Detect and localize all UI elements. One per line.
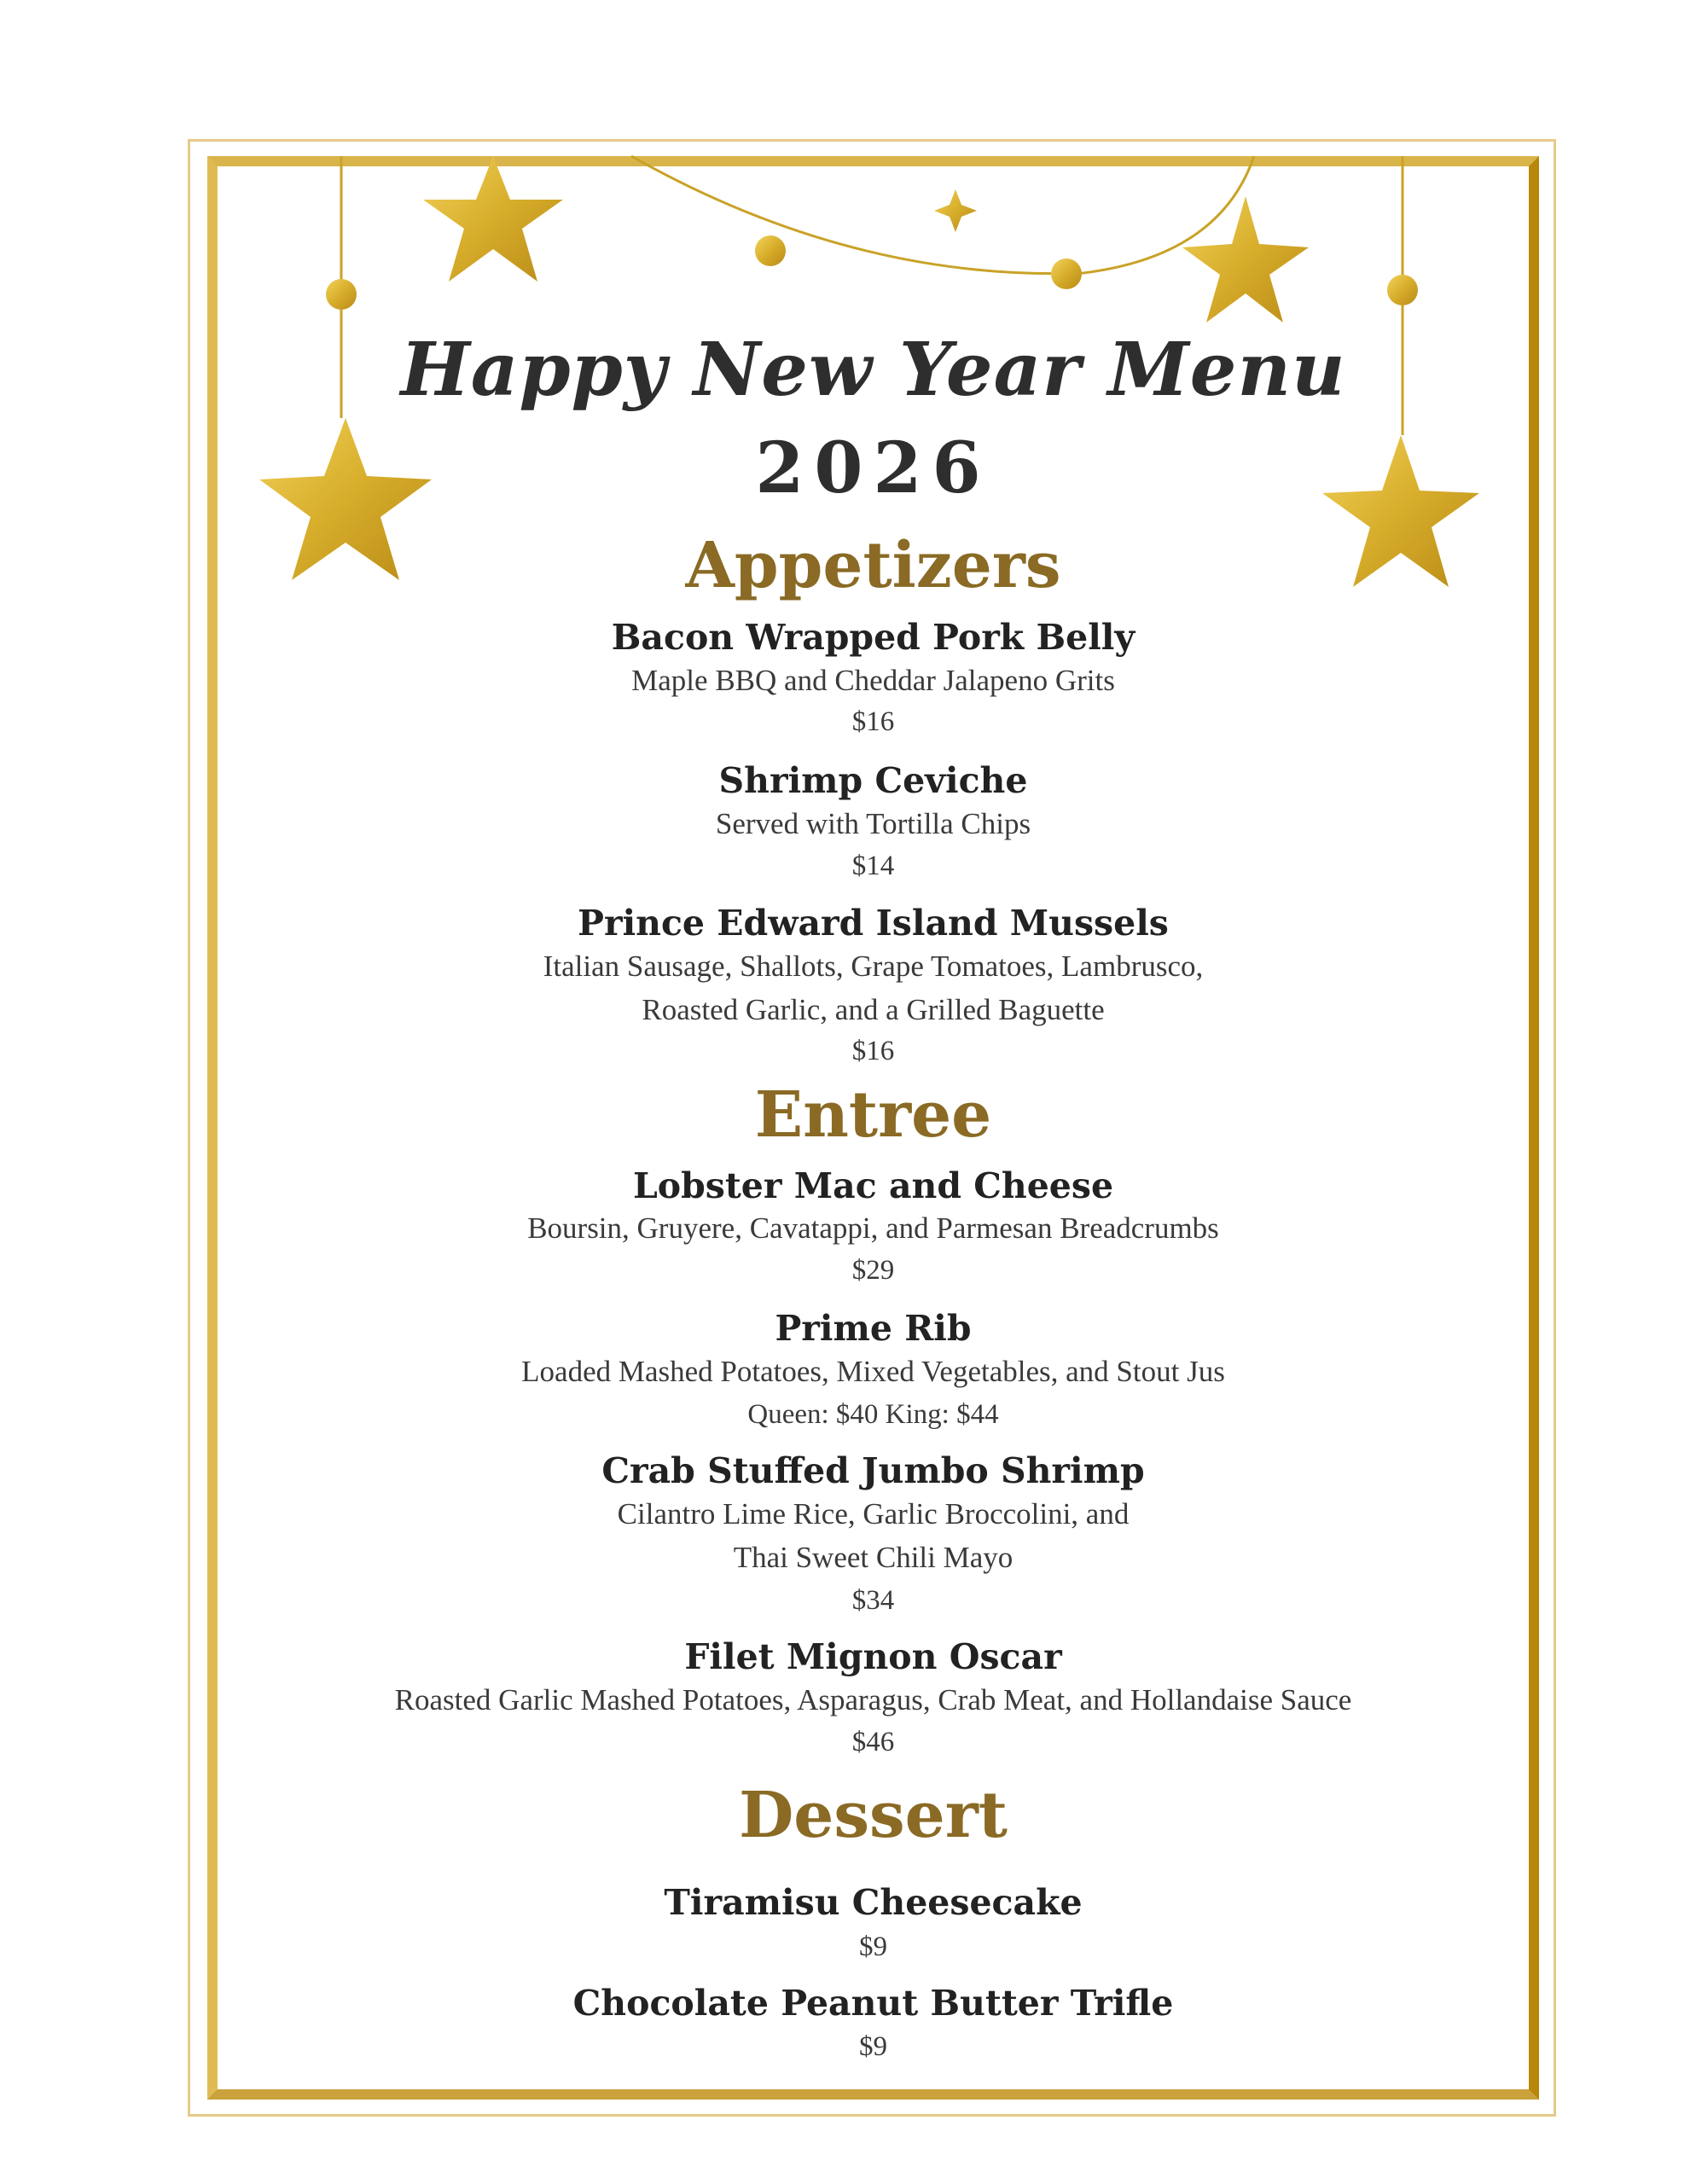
item-price: $9 — [859, 2031, 887, 2062]
item-name: Filet Mignon Oscar — [684, 1636, 1062, 1677]
item-price: Queen: $40 King: $44 — [747, 1399, 999, 1430]
section-heading-entree: Entree — [754, 1078, 992, 1152]
item-price: $9 — [859, 1931, 887, 1962]
item-name: Bacon Wrapped Pork Belly — [611, 617, 1136, 658]
item-price: $16 — [851, 706, 895, 737]
item-description: Maple BBQ and Cheddar Jalapeno Grits — [631, 664, 1115, 697]
item-price: $29 — [851, 1255, 895, 1286]
item-price: $16 — [851, 1036, 895, 1066]
item-name: Crab Stuffed Jumbo Shrimp — [601, 1450, 1145, 1491]
item-name: Shrimp Ceviche — [718, 760, 1028, 801]
item-description: Thai Sweet Chili Mayo — [733, 1541, 1014, 1574]
item-name: Lobster Mac and Cheese — [632, 1165, 1114, 1206]
item-price: $46 — [851, 1727, 895, 1757]
item-price: $14 — [851, 851, 895, 881]
section-heading-appetizers: Appetizers — [685, 529, 1061, 602]
menu-content — [207, 156, 1539, 2100]
item-name: Prime Rib — [775, 1308, 972, 1349]
item-description: Roasted Garlic, and a Grilled Baguette — [642, 993, 1105, 1026]
item-description: Cilantro Lime Rice, Garlic Broccolini, and — [617, 1497, 1130, 1531]
item-description: Served with Tortilla Chips — [715, 807, 1031, 840]
item-name: Chocolate Peanut Butter Trifle — [572, 1983, 1174, 2024]
item-price: $34 — [851, 1585, 895, 1616]
menu-year: 2026 — [755, 427, 991, 509]
item-name: Prince Edward Island Mussels — [578, 903, 1169, 944]
item-description: Italian Sausage, Shallots, Grape Tomatoes, Lambrusco, — [543, 950, 1204, 983]
menu-title: Happy New Year Menu — [400, 327, 1346, 413]
item-description: Roasted Garlic Mashed Potatoes, Asparagus, Crab Meat, and Hollandaise Sauce — [394, 1683, 1352, 1716]
section-heading-dessert: Dessert — [739, 1779, 1008, 1852]
item-description: Loaded Mashed Potatoes, Mixed Vegetables, and Stout Jus — [521, 1355, 1225, 1388]
item-name: Tiramisu Cheesecake — [664, 1882, 1083, 1923]
item-description: Boursin, Gruyere, Cavatappi, and Parmesan Breadcrumbs — [527, 1211, 1219, 1245]
